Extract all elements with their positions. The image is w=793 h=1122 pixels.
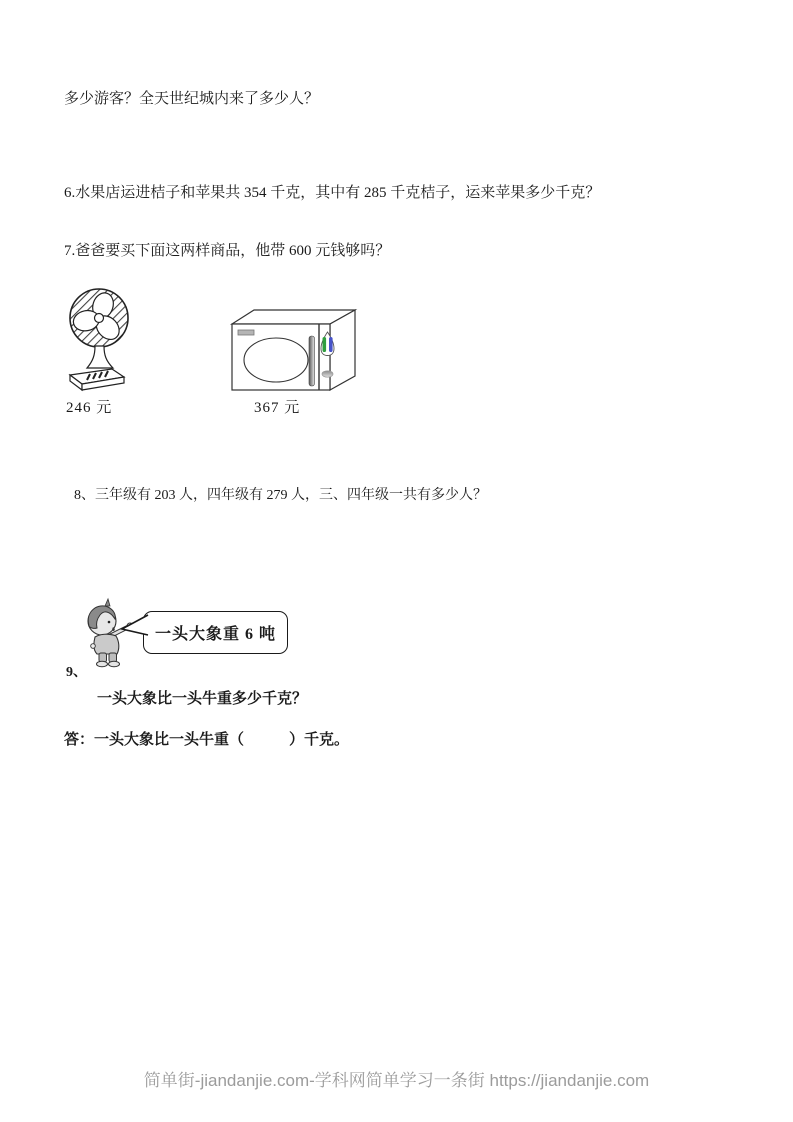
fan-price-label: 246 元 <box>66 400 113 416</box>
question9-text: 一头大象比一头牛重多少千克？ <box>97 691 308 707</box>
question7-text: 7.爸爸要买下面这两样商品，他带 600 元钱够吗？ <box>64 243 391 259</box>
microwave-handle <box>309 336 315 386</box>
electric-fan-illustration <box>62 284 186 396</box>
footer-watermark: 简单街-jiandanjie.com-学科网简单学习一条街 https://jiandanjie.com <box>143 1071 650 1090</box>
electric-fan-icon <box>62 284 186 396</box>
microwave-price-label: 367 元 <box>254 400 301 416</box>
question6-text: 6.水果店运进桔子和苹果共 354 千克，其中有 285 千克桔子，运来苹果多少千克？ <box>64 185 601 201</box>
question9-number: 9、 <box>66 665 87 680</box>
question8-text: 8、三年级有 203 人，四年级有 279 人，三、四年级一共有多少人？ <box>74 488 487 503</box>
child-left-hand <box>91 644 96 649</box>
fan-neck <box>87 346 113 368</box>
child-leg <box>109 653 117 662</box>
speech-bubble-text: 一头大象重 6 吨 <box>154 626 276 643</box>
child-hair-tuft <box>105 599 110 606</box>
speech-bubble <box>143 611 288 654</box>
microwave-green-button <box>323 337 327 352</box>
question5-continuation-text: 多少游客？全天世纪城内来了多少人？ <box>64 91 320 107</box>
fan-base <box>70 369 124 390</box>
child-shoe <box>97 661 108 667</box>
child-leg <box>99 653 107 662</box>
fan-hub <box>95 314 104 323</box>
child-shoe <box>109 661 120 667</box>
microwave-brand-label <box>238 330 254 335</box>
microwave-illustration <box>228 306 360 398</box>
microwave-blue-button <box>329 337 333 352</box>
microwave-oven-icon <box>228 306 360 398</box>
microwave-window <box>244 338 308 382</box>
microwave-oval-button <box>322 371 333 377</box>
speech-bubble-tail <box>119 612 149 638</box>
question9-answer-line: 答：一头大象比一头牛重（ ）千克。 <box>64 732 350 748</box>
child-eye <box>108 621 111 624</box>
child-shirt <box>94 634 119 654</box>
